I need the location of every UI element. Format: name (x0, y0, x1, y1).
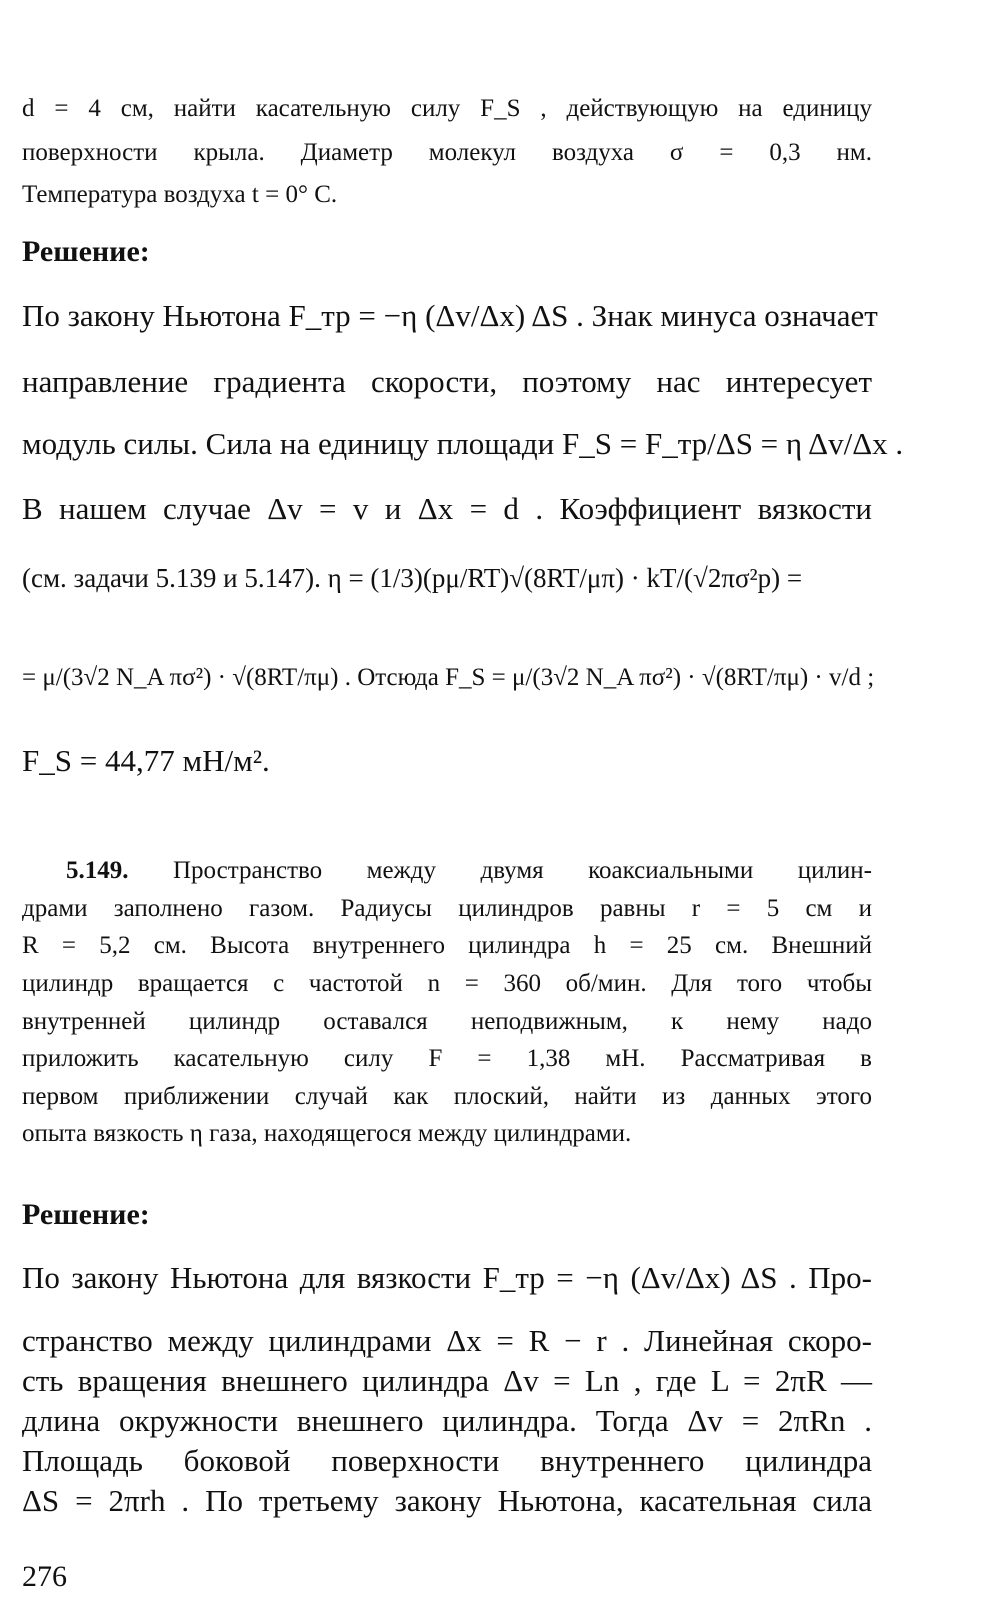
problem-line: 5.149. Пространство между двумя коаксиальными цилин- (66, 857, 873, 884)
text-line: По закону Ньютона для вязкости F_тр = −η (Δv/Δx) ΔS . Про- (22, 1260, 872, 1295)
text-line: длина окружности внешнего цилиндра. Тогда Δv = 2πRn . (22, 1403, 872, 1438)
solution-heading: Решение: (22, 1198, 150, 1231)
problem-line: опыта вязкость η газа, находящегося между цилиндрами. (22, 1120, 632, 1147)
solution-heading: Решение: (22, 235, 150, 268)
text-line: странство между цилиндрами Δx = R − r . Линейная скоро- (22, 1323, 872, 1358)
result-line: F_S = 44,77 мН/м². (22, 743, 270, 778)
text-line: направление градиента скорости, поэтому нас интересует (22, 364, 872, 399)
text-line: В нашем случае Δv = v и Δx = d . Коэффициент вязкости (22, 491, 872, 526)
text-line: Температура воздуха t = 0° C. (22, 181, 338, 208)
text-line: модуль силы. Сила на единицу площади F_S = F_тр/ΔS = η Δv/Δx . (22, 426, 904, 461)
problem-line: R = 5,2 см. Высота внутреннего цилиндра h = 25 см. Внешний (22, 932, 872, 959)
text-line: сть вращения внешнего цилиндра Δv = Ln , где L = 2πR — (22, 1363, 872, 1398)
formula-line: = μ/(3√2 N_A πσ²) · √(8RT/πμ) . Отсюда F_S = μ/(3√2 N_A πσ²) · √(8RT/πμ) · v/d ; (22, 664, 875, 691)
problem-line: первом приближении случай как плоский, найти из данных этого (22, 1083, 872, 1110)
problem-line: внутренней цилиндр оставался неподвижным, к нему надо (22, 1008, 872, 1035)
problem-line: приложить касательную силу F = 1,38 мН. Рассматривая в (22, 1045, 872, 1072)
text-line: поверхности крыла. Диаметр молекул воздуха σ = 0,3 нм. (22, 139, 872, 166)
page-number: 276 (22, 1560, 67, 1593)
text-line: Площадь боковой поверхности внутреннего цилиндра (22, 1443, 872, 1478)
text-line: ΔS = 2πrh . По третьему закону Ньютона, касательная сила (22, 1483, 872, 1518)
text-line: По закону Ньютона F_тр = −η (Δv/Δx) ΔS . Знак минуса означает (22, 298, 878, 333)
problem-number: 5.149. (66, 857, 129, 884)
text-line: d = 4 см, найти касательную силу F_S , действующую на единицу (22, 95, 872, 122)
problem-line: цилиндр вращается с частотой n = 360 об/мин. Для того чтобы (22, 970, 872, 997)
problem-line: драми заполнено газом. Радиусы цилиндров равны r = 5 см и (22, 895, 872, 922)
formula-line: (см. задачи 5.139 и 5.147). η = (1/3)(pμ/RT)√(8RT/μπ) · kT/(√2πσ²p) = (22, 563, 803, 593)
